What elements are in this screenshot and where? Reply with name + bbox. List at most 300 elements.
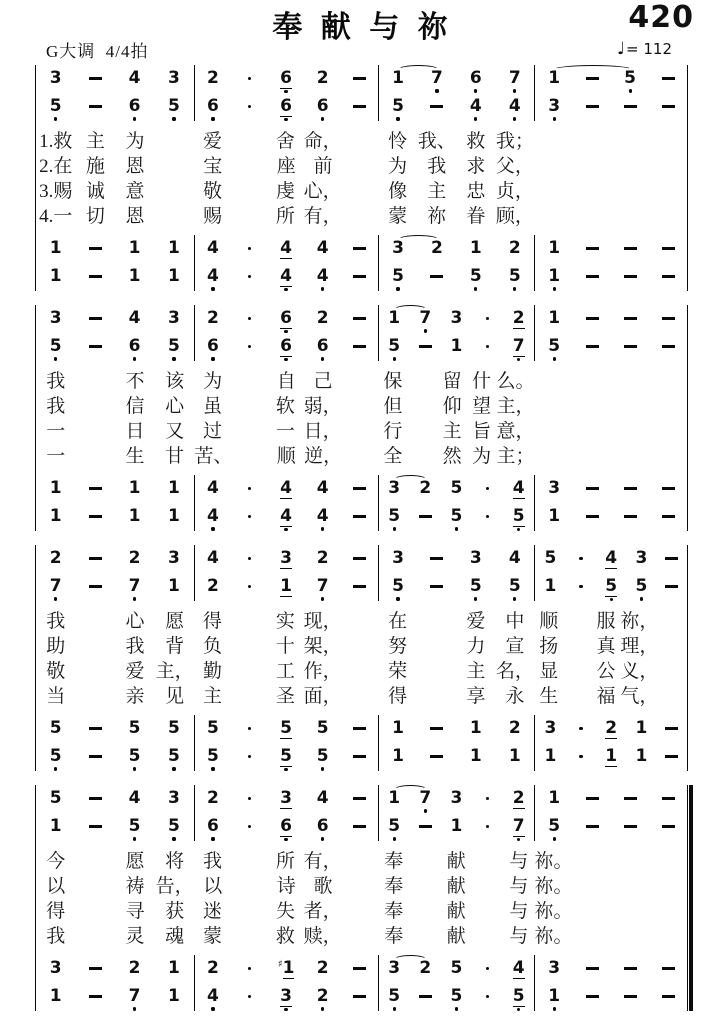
- aug-dot: [486, 825, 490, 829]
- lyric-syllable: 像: [388, 181, 408, 202]
- lyric-syllable: [342, 921, 378, 948]
- note-digit: 1: [508, 746, 521, 766]
- note-token: [195, 578, 232, 596]
- octave-dot: [393, 357, 396, 360]
- note-token: [154, 790, 193, 808]
- notation-line: [379, 983, 535, 1011]
- lyric-syllable: [573, 846, 611, 873]
- lyric-syllable: [342, 631, 378, 658]
- lyric-measure: [378, 176, 534, 203]
- dash-token: [341, 551, 378, 568]
- notation-pair: [36, 715, 687, 771]
- note-token: [304, 748, 341, 766]
- lyric-syllable: 我: [46, 371, 66, 392]
- dash-line: [353, 967, 366, 969]
- lyric-measure: [194, 416, 378, 443]
- notation-line: [195, 235, 378, 263]
- note-token: [535, 338, 573, 356]
- note-token: [115, 818, 154, 836]
- dash-token: [341, 961, 378, 978]
- lyric-syllable: [231, 871, 268, 898]
- dash-line: [662, 77, 675, 79]
- note-digit: 6: [206, 816, 219, 836]
- dash-token: [75, 241, 114, 258]
- note-token: [154, 960, 193, 978]
- notation-measure: [36, 715, 195, 771]
- aug-dot-token: [472, 481, 503, 498]
- tempo-marking: [617, 39, 672, 59]
- note-digit: 3: [469, 548, 482, 568]
- dash-line: [586, 247, 599, 249]
- note-digit: 3: [548, 958, 561, 978]
- note-digit: 3: [168, 68, 180, 88]
- note-token: [535, 988, 573, 1006]
- lyric-row: [36, 127, 687, 152]
- note-digit: 5: [388, 816, 401, 836]
- dash-token: [417, 579, 456, 596]
- lyric-syllable: 面，: [303, 686, 342, 707]
- lyric-syllable: 怜: [388, 131, 408, 152]
- note-digit: 4: [280, 237, 292, 258]
- dash-line: [624, 275, 637, 277]
- aug-dot-token: [231, 579, 268, 596]
- note-digit: 1: [392, 718, 404, 738]
- notation-line: [535, 503, 687, 531]
- note-token: [410, 480, 441, 498]
- note-digit: 2: [316, 68, 329, 88]
- aug-dot: [248, 247, 252, 251]
- note-token: [115, 550, 154, 568]
- dash-line: [662, 967, 675, 969]
- aug-dot-token: [566, 579, 596, 596]
- note-token: [268, 505, 305, 527]
- dash-token: [649, 339, 687, 356]
- notation-line: [36, 93, 194, 121]
- note-token: [495, 98, 534, 116]
- note-digit: 5: [168, 96, 180, 116]
- dash-token: [649, 989, 687, 1006]
- octave-dot: [321, 117, 324, 120]
- octave-dot: [553, 287, 556, 290]
- lyric-syllable: [573, 921, 611, 948]
- aug-dot: [248, 515, 252, 519]
- dash-token: [611, 989, 649, 1006]
- note-token: [268, 95, 305, 117]
- dash-line: [89, 77, 102, 79]
- note-token: [36, 988, 75, 1006]
- note-digit: 3: [168, 308, 180, 328]
- octave-dot: [284, 768, 287, 771]
- lyric-measure: [36, 201, 194, 228]
- note-token: [195, 748, 232, 766]
- note-digit: 1: [548, 986, 561, 1006]
- aug-dot: [486, 345, 490, 349]
- notation-measure: [36, 475, 195, 531]
- lyric-measure: [535, 606, 687, 633]
- octave-dot: [211, 287, 214, 290]
- note-digit: 7: [512, 335, 525, 356]
- lyric-syllable: 工: [275, 661, 295, 682]
- lyric-syllable: [76, 416, 116, 443]
- note-token: [495, 240, 534, 258]
- lyric-syllable: 失: [275, 901, 295, 922]
- octave-dot: [211, 837, 214, 840]
- lyrics-block: [36, 121, 687, 235]
- lyric-syllable: [342, 846, 378, 873]
- lyric-syllable: [231, 126, 267, 153]
- note-token: [195, 70, 232, 88]
- lyric-measure: [378, 656, 534, 683]
- lyric-syllable: 与: [509, 926, 529, 947]
- lyric-measure: [378, 921, 534, 948]
- lyric-syllable: [342, 176, 378, 203]
- note-token: [456, 550, 495, 568]
- aug-dot: [248, 317, 252, 321]
- quarter-note-icon: ♩: [617, 39, 626, 59]
- dash-line: [586, 345, 599, 347]
- note-digit: 7: [316, 576, 329, 596]
- note-token: [304, 480, 341, 498]
- note-digit: 4: [316, 238, 329, 258]
- lyric-syllable: 心，: [303, 181, 342, 202]
- note-digit: 1: [548, 266, 561, 286]
- aug-dot: [248, 755, 252, 759]
- dash-line: [89, 727, 102, 729]
- dash-line: [624, 105, 637, 107]
- notation-measure: [379, 305, 536, 361]
- note-token: [36, 98, 75, 116]
- aug-dot-token: [566, 749, 596, 766]
- lyric-syllable: [76, 631, 116, 658]
- lyric-syllable: 生: [125, 446, 145, 467]
- note-digit: 4: [512, 957, 525, 978]
- notation-measure: [379, 235, 536, 291]
- note-token: [304, 960, 341, 978]
- note-token: [456, 98, 495, 116]
- lyric-syllable: 与: [509, 876, 529, 897]
- note-digit: 5: [450, 986, 463, 1006]
- note-token: [304, 98, 341, 116]
- note-token: [115, 268, 154, 286]
- lyric-measure: [194, 896, 378, 923]
- dash-line: [353, 585, 366, 587]
- note-digit: 5: [168, 718, 180, 738]
- dash-token: [611, 311, 649, 328]
- octave-dot: [133, 837, 136, 840]
- dash-line: [353, 345, 366, 347]
- notation-line: [379, 785, 535, 813]
- note-digit: 1: [168, 958, 180, 978]
- octave-dot: [610, 598, 613, 601]
- note-digit: 3: [280, 787, 292, 808]
- note-token: [379, 720, 418, 738]
- aug-dot-token: [231, 481, 268, 498]
- octave-dot: [396, 117, 399, 120]
- lyric-syllable: 全: [383, 446, 403, 467]
- hymn-title: 奉 献 与 祢: [272, 10, 452, 45]
- note-digit: 3: [388, 958, 401, 978]
- time-label: 4/4拍: [105, 42, 149, 61]
- lyric-syllable: [649, 896, 687, 923]
- dash-line: [624, 995, 637, 997]
- lyric-syllable: [472, 921, 503, 948]
- aug-dot-token: [231, 551, 268, 568]
- lyric-measure: [194, 921, 378, 948]
- note-digit: 1: [280, 575, 292, 596]
- dash-line: [419, 345, 432, 347]
- note-token: [154, 268, 193, 286]
- note-digit: 5: [392, 266, 404, 286]
- note-digit: 6: [316, 96, 329, 116]
- dash-line: [89, 585, 102, 587]
- lyric-syllable: 主，: [155, 661, 194, 682]
- dash-token: [611, 99, 649, 116]
- note-token: [535, 748, 565, 766]
- sharp-icon: ♯: [277, 958, 283, 970]
- dash-line: [662, 797, 675, 799]
- notation-line: [535, 743, 687, 771]
- note-digit: 3: [49, 958, 62, 978]
- aug-dot: [248, 995, 252, 999]
- octave-dot: [474, 597, 477, 600]
- lyric-syllable: [231, 681, 267, 708]
- lyric-syllable: 然: [442, 446, 462, 467]
- note-token: [441, 790, 472, 808]
- dash-line: [353, 995, 366, 997]
- lyric-syllable: [342, 681, 378, 708]
- notation-line: [36, 715, 194, 743]
- dash-token: [341, 509, 378, 526]
- aug-dot: [248, 105, 252, 109]
- lyric-syllable: 苦、: [194, 446, 233, 467]
- note-digit: 5: [49, 96, 62, 116]
- note-token: [115, 720, 154, 738]
- lyric-measure: [36, 681, 194, 708]
- dash-token: [75, 339, 114, 356]
- aug-dot-token: [472, 961, 503, 978]
- octave-dot: [517, 358, 520, 361]
- dash-token: [573, 311, 611, 328]
- note-digit: 6: [316, 816, 329, 836]
- note-digit: 4: [512, 477, 525, 498]
- lyric-syllable: 什: [472, 371, 492, 392]
- note-token: [441, 960, 472, 978]
- notation-line: [36, 573, 194, 601]
- lyric-syllable: [611, 846, 649, 873]
- notation-line: [379, 955, 535, 983]
- lyric-syllable: 魂: [165, 926, 185, 947]
- dash-token: [611, 269, 649, 286]
- lyric-syllable: 不: [125, 371, 145, 392]
- lyric-syllable: [408, 366, 438, 393]
- notation-measure: [36, 955, 195, 1011]
- notation-line: [379, 813, 535, 841]
- dash-token: [75, 481, 114, 498]
- note-digit: 5: [548, 336, 561, 356]
- notation-measure: [36, 305, 195, 361]
- lyric-syllable: 顺: [539, 611, 559, 632]
- lyric-syllable: 主；: [496, 446, 535, 467]
- note-token: [195, 790, 232, 808]
- notation-line: [36, 743, 194, 771]
- lyric-syllable: 中: [505, 611, 525, 632]
- dash-line: [353, 825, 366, 827]
- lyric-syllable: 见: [165, 686, 185, 707]
- lyric-syllable: 么。: [496, 371, 535, 392]
- lyric-syllable: [342, 896, 378, 923]
- note-token: [268, 307, 305, 329]
- dash-token: [410, 989, 441, 1006]
- lyric-syllable: [409, 871, 440, 898]
- dash-line: [586, 825, 599, 827]
- note-digit: 6: [316, 336, 329, 356]
- note-digit: 4: [316, 266, 329, 286]
- lyric-syllable: 扬: [539, 636, 559, 657]
- note-token: [36, 818, 75, 836]
- dash-line: [89, 995, 102, 997]
- note-token: [115, 240, 154, 258]
- note-token: [456, 268, 495, 286]
- dash-line: [89, 557, 102, 559]
- lyric-syllable: [563, 656, 592, 683]
- lyric-syllable: 虽: [203, 396, 223, 417]
- notation-line: [379, 503, 535, 531]
- note-token: [115, 790, 154, 808]
- lyric-syllable: 蒙: [203, 926, 223, 947]
- lyric-syllable: 当: [46, 686, 66, 707]
- notation-measure: [535, 545, 687, 601]
- lyric-syllable: [409, 846, 440, 873]
- octave-dot: [321, 597, 324, 600]
- lyric-syllable: 灵: [125, 926, 145, 947]
- lyric-syllable: 奉: [384, 901, 404, 922]
- note-digit: 3: [280, 985, 292, 1006]
- dash-token: [573, 71, 611, 88]
- lyric-measure: [36, 846, 194, 873]
- lyric-syllable: 真: [596, 636, 616, 657]
- notation-line: [195, 475, 378, 503]
- dash-line: [586, 797, 599, 799]
- note-digit: 4: [316, 788, 329, 808]
- aug-dot: [486, 317, 490, 321]
- lyric-syllable: 十: [275, 636, 295, 657]
- lyric-syllable: [76, 366, 116, 393]
- dash-line: [624, 247, 637, 249]
- octave-dot: [54, 117, 57, 120]
- note-digit: 5: [206, 718, 219, 738]
- lyric-syllable: [231, 656, 267, 683]
- note-token: [304, 268, 341, 286]
- note-digit: 1: [49, 816, 62, 836]
- notation-line: [36, 813, 194, 841]
- note-token: [154, 98, 193, 116]
- note-digit: 5: [469, 266, 482, 286]
- note-token: [195, 508, 232, 526]
- lyric-syllable: 敬: [46, 661, 66, 682]
- dash-line: [586, 995, 599, 997]
- lyric-syllable: 告，: [155, 876, 194, 897]
- lyric-row: [36, 847, 687, 872]
- lyric-syllable: 迷: [203, 901, 223, 922]
- lyric-syllable: 意: [125, 181, 145, 202]
- lyric-measure: [378, 606, 534, 633]
- lyric-syllable: 勤: [203, 661, 223, 682]
- lyric-syllable: 在: [388, 611, 408, 632]
- note-digit: 5: [450, 478, 463, 498]
- lyric-syllable: 者，: [303, 901, 342, 922]
- note-token: [495, 550, 534, 568]
- note-digit: 4: [128, 68, 141, 88]
- note-digit: 4: [280, 265, 292, 286]
- notation-measure: [36, 65, 195, 121]
- note-digit: 1: [282, 957, 295, 978]
- notation-line: [195, 333, 378, 361]
- note-token: [268, 265, 305, 287]
- lyric-syllable: 爱: [203, 131, 223, 152]
- octave-dot: [321, 837, 324, 840]
- lyric-measure: [36, 606, 194, 633]
- lyric-syllable: 爱: [466, 611, 486, 632]
- note-digit: 7: [49, 576, 62, 596]
- note-digit: 3: [168, 788, 180, 808]
- note-digit: 3: [548, 96, 561, 116]
- aug-dot: [248, 967, 252, 971]
- lyric-syllable: 有，: [303, 851, 342, 872]
- lyric-syllable: 恩: [125, 156, 145, 177]
- note-token: [36, 480, 75, 498]
- note-token: [115, 508, 154, 526]
- aug-dot-token: [566, 551, 596, 568]
- lyric-syllable: 施: [85, 156, 105, 177]
- aug-dot-token: [231, 721, 268, 738]
- note-token: [36, 338, 75, 356]
- lyric-syllable: [409, 896, 440, 923]
- lyric-measure: [36, 871, 194, 898]
- notation-line: [36, 263, 194, 291]
- notation-line: [36, 475, 194, 503]
- note-digit: 5: [635, 576, 648, 596]
- note-digit: 1: [388, 788, 401, 808]
- lyric-syllable: 主: [427, 181, 447, 202]
- note-token: [268, 985, 305, 1007]
- lyric-measure: [378, 151, 534, 178]
- lyric-syllable: 福: [596, 686, 616, 707]
- dash-line: [430, 105, 443, 107]
- note-token: [304, 720, 341, 738]
- lyric-syllable: 显: [539, 661, 559, 682]
- note-digit: 7: [431, 68, 443, 88]
- dash-token: [341, 579, 378, 596]
- lyric-syllable: 逆，: [304, 446, 343, 467]
- lyric-measure: [378, 126, 534, 153]
- dash-token: [611, 819, 649, 836]
- note-token: [304, 310, 341, 328]
- note-digit: 5: [508, 576, 521, 596]
- note-digit: 2: [316, 958, 329, 978]
- octave-dot: [396, 597, 399, 600]
- note-token: [304, 338, 341, 356]
- dash-token: [649, 99, 687, 116]
- lyric-measure: [535, 871, 687, 898]
- lyric-measure: [36, 896, 194, 923]
- note-digit: 2: [419, 958, 432, 978]
- dash-token: [75, 99, 114, 116]
- note-token: [268, 237, 305, 259]
- dash-line: [586, 105, 599, 107]
- octave-dot: [133, 117, 136, 120]
- notation-line: [36, 785, 194, 813]
- octave-dot: [321, 287, 324, 290]
